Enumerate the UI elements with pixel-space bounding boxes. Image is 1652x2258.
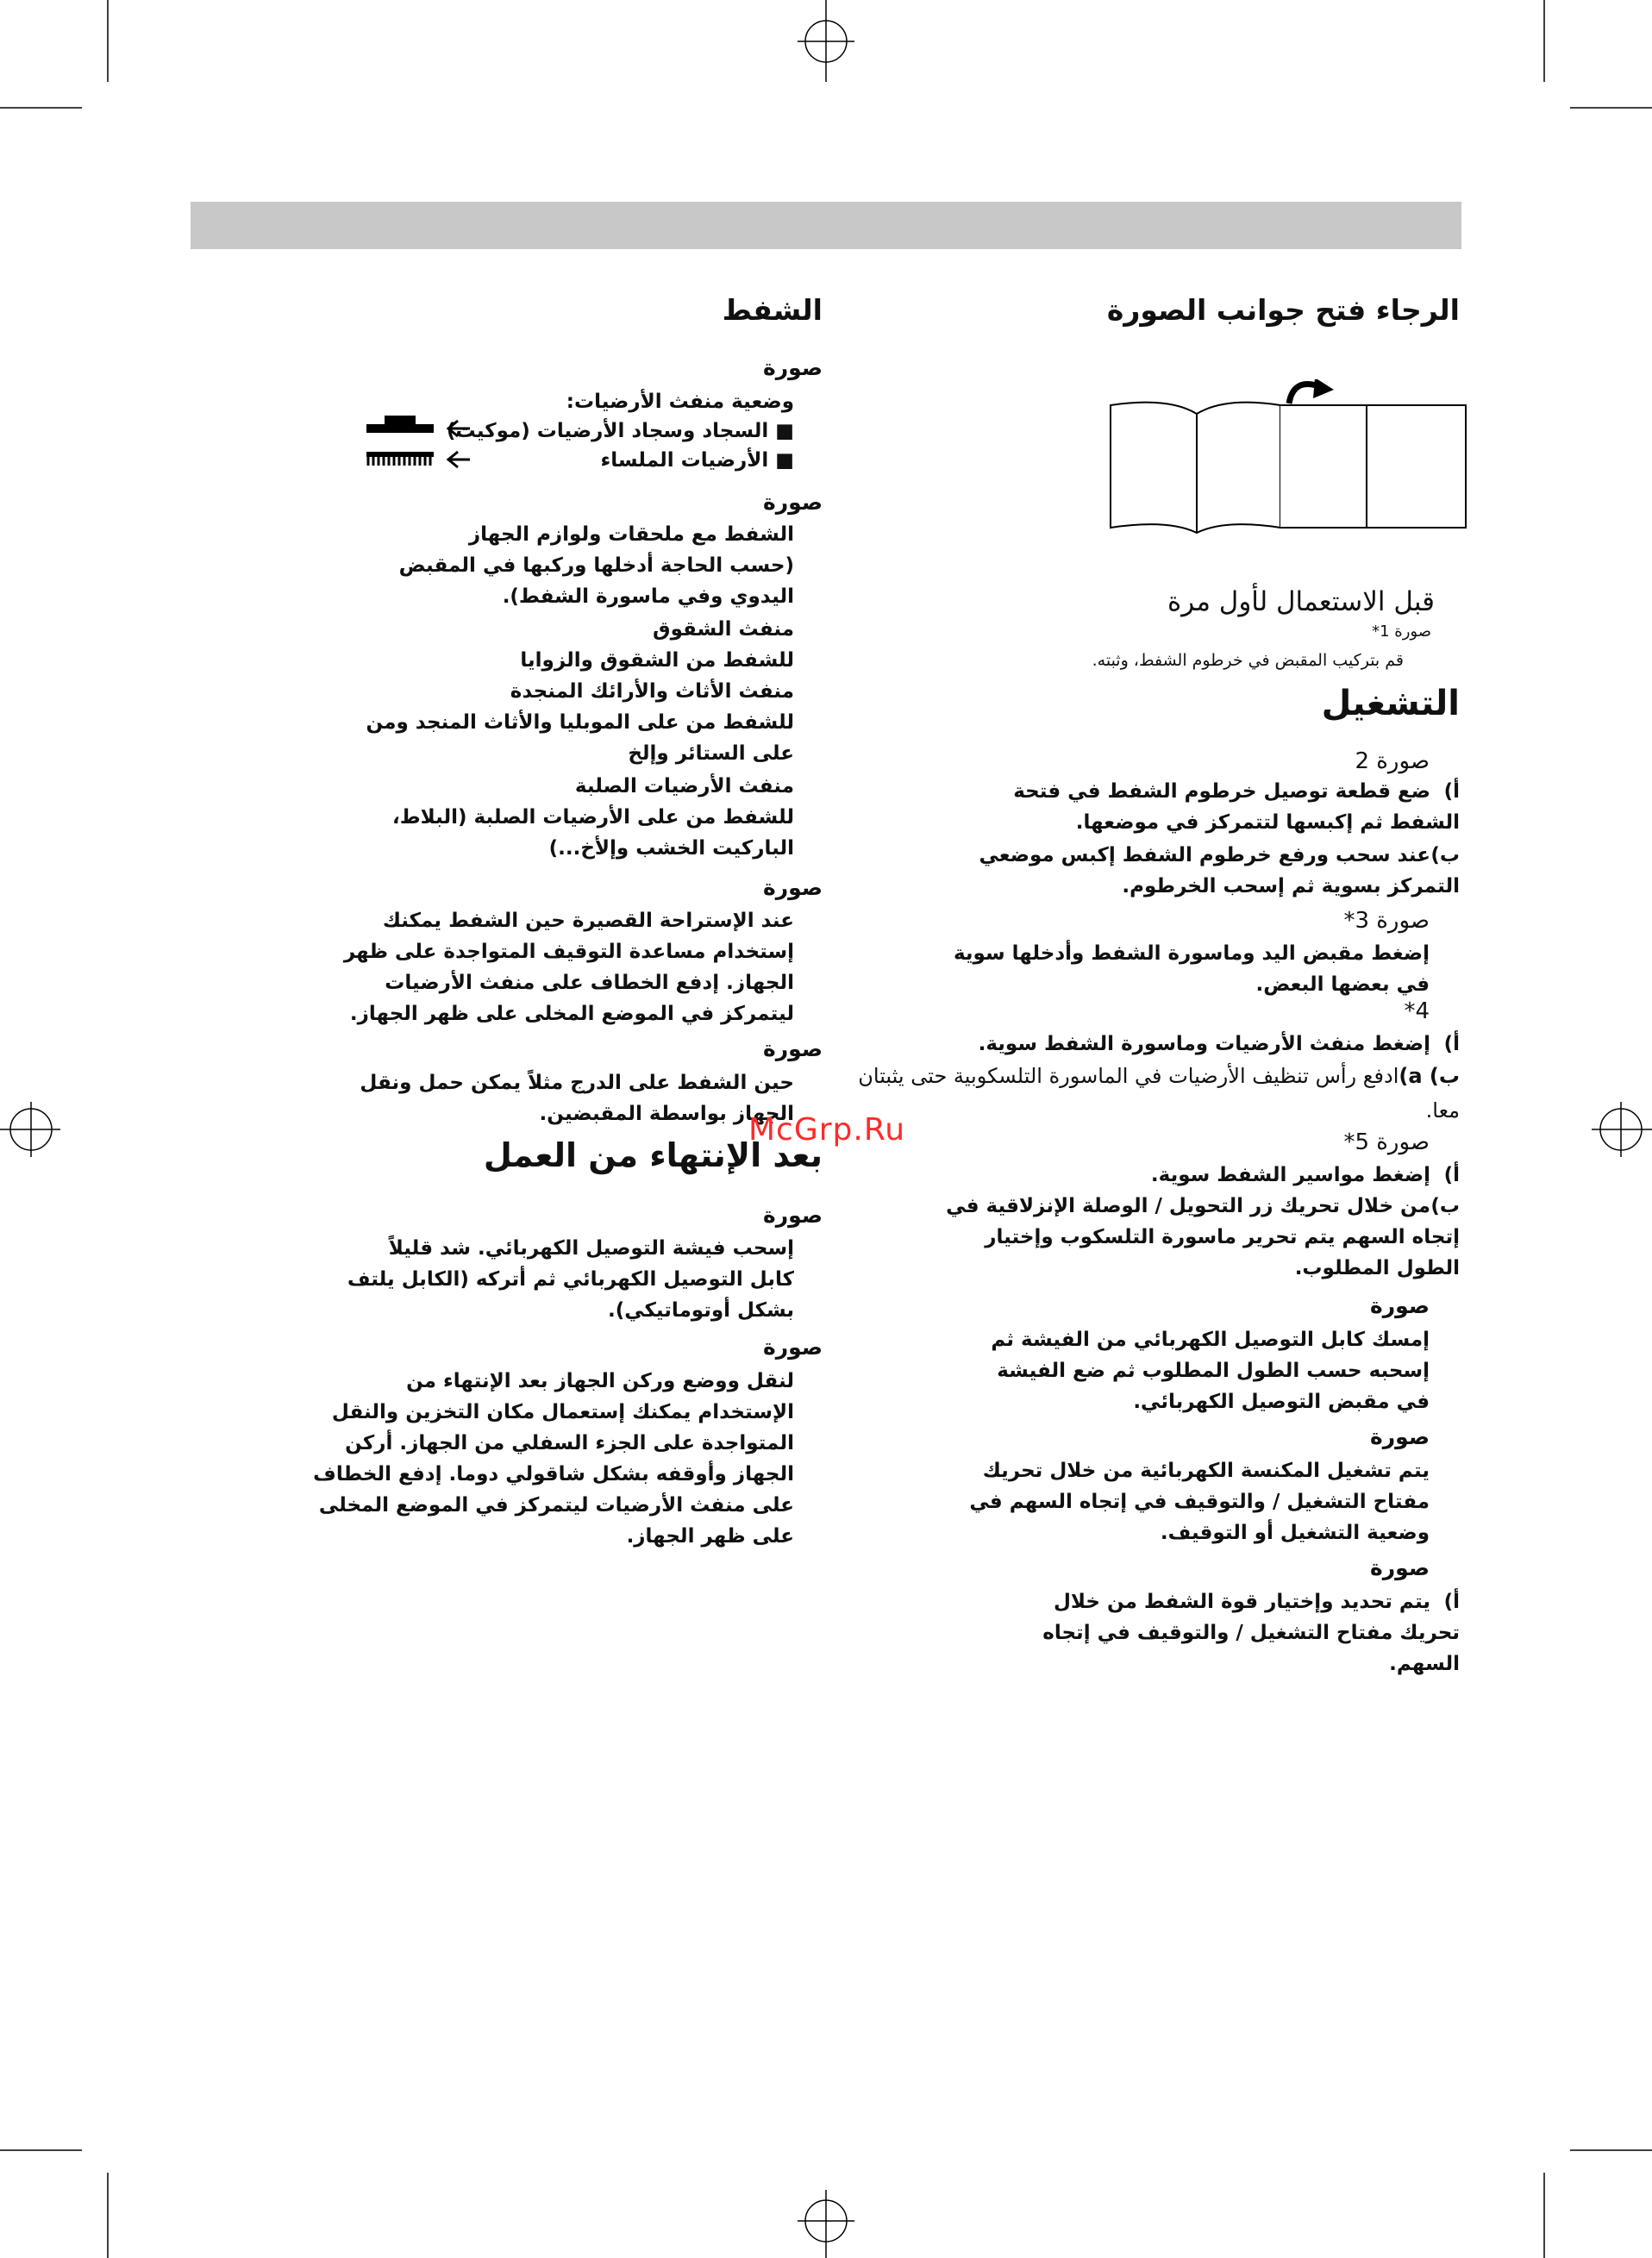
fig6-text: إمسك كابل التوصيل الكهربائي من الفيشة ثم إسحبه حسب الطول المطلوب ثم ضع الفيشة في مقبض التوصيل الكهربائي. — [991, 1329, 1430, 1413]
header-bar — [191, 202, 1461, 249]
fig8-item-a: أ)يتم تحديد وإختيار قوة الشفط من خلال تحريك مفتاح التشغيل / والتوقيف في إتجاه السهم. — [1042, 1591, 1460, 1675]
figB-label: صورة — [763, 490, 823, 515]
first-use-title: قبل الاستعمال لأول مرة — [1167, 586, 1435, 617]
fig6-label: صورة — [1370, 1293, 1430, 1318]
accessories-title: الشفط مع ملحقات ولوازم الجهاز — [468, 523, 794, 546]
figA-label: صورة — [763, 355, 823, 380]
fig3-text: إضغط مقبض اليد وماسورة الشفط وأدخلها سوية في بعضها البعض. — [953, 942, 1430, 996]
floor-position-title: وضعية منفث الأرضيات: — [566, 391, 794, 413]
fig1-text: قم بتركيب المقبض في خرطوم الشفط، وثبته. — [1092, 651, 1404, 670]
hard-floor-text: للشفط من على الأرضيات الصلبة (البلاط، الباركيت الخشب وإلأخ...) — [392, 806, 794, 860]
stairs-text: حين الشفط على الدرج مثلاً يمكن حمل ونقل الجهاز بواسطة المقبضين. — [360, 1072, 794, 1125]
crevice-text: للشفط من الشقوق والزوايا — [520, 649, 794, 672]
open-pages-title: الرجاء فتح جوانب الصورة — [1106, 293, 1460, 327]
figF-label: صورة — [763, 1335, 823, 1360]
furniture-text: للشفط من على الموبليا والأثاث المنجد ومن على الستائر وإلخ — [366, 711, 794, 765]
brush-position-icons — [362, 412, 479, 472]
fig7-text: يتم تشغيل المكنسة الكهربائية من خلال تحريك مفتاح التشغيل / والتوقيف في إتجاه السهم في وضعية التشغيل أو التوقيف. — [969, 1460, 1430, 1544]
fig4-item-b: ب) a)ادفع رأس تنظيف الأرضيات في الماسورة التلسكوبية حتى يثبتان معا. — [858, 1064, 1460, 1123]
fig3-label: صورة 3* — [1343, 908, 1430, 934]
foldout-pages-illustration — [1108, 379, 1470, 535]
storage-text: لنقل ووضع وركن الجهاز بعد الإنتهاء من الإستخدام يمكنك إستعمال مكان التخزين والنقل المتواجدة على الجزء السفلي من الجهاز. أركن الجهاز وأوقفه بشكل شاقولي دوما. إدفع الخطاف على منفث الأرضيات ليتمركز في الموضع المخلى على ظهر الجهاز. — [313, 1370, 794, 1548]
crevice-title: منفث الشقوق — [653, 618, 794, 641]
cable-rewind-text: إسحب فيشة التوصيل الكهربائي. شد قليلاً كابل التوصيل الكهربائي ثم أتركه (الكابل يلتف بشكل أوتوماتيكي). — [347, 1237, 794, 1322]
figC-label: صورة — [763, 875, 823, 900]
fig4-label: 4* — [1404, 998, 1430, 1024]
fig5-item-b: ب)من خلال تحريك زر التحويل / الوصلة الإنزلاقية في إتجاه السهم يتم تحرير ماسورة التلسكوب وإختيار الطول المطلوب. — [946, 1195, 1460, 1279]
fig2-item-b: ب)عند سحب ورفع خرطوم الشفط إكبس موضعي التمركز بسوية ثم إسحب الخرطوم. — [979, 844, 1460, 898]
figE-label: صورة — [763, 1203, 823, 1228]
arrow-icon — [1289, 379, 1334, 403]
fig2-label: صورة 2 — [1355, 748, 1430, 774]
hard-floor-title: منفث الأرضيات الصلبة — [574, 775, 794, 797]
after-use-title: بعد الإنتهاء من العمل — [483, 1136, 823, 1174]
smooth-floor-setting: ■ الأرضيات الملساء — [600, 449, 794, 472]
fig1-label: صورة 1* — [1372, 622, 1431, 641]
arrow-left-icon — [448, 421, 470, 436]
fig4-item-a: أ)إضغط منفث الأرضيات وماسورة الشفط سوية. — [978, 1033, 1460, 1055]
furniture-title: منفث الأثاث والأرائك المنجدة — [510, 680, 794, 703]
suction-title: الشفط — [722, 293, 823, 327]
figD-label: صورة — [763, 1036, 823, 1061]
smooth-floor-brush-icon — [366, 452, 434, 466]
arrow-left-icon — [448, 452, 470, 467]
carpet-setting: ■ السجاد وسجاد الأرضيات (موكيت) — [446, 420, 794, 442]
fig2-item-a: أ)ضع قطعة توصيل خرطوم الشفط في فتحة الشفط ثم إكبسها لتتمركز في موضعها. — [1013, 780, 1460, 834]
operation-title: التشغيل — [1321, 684, 1460, 723]
fig5-item-a: أ)إضغط مواسير الشفط سوية. — [1150, 1164, 1460, 1186]
watermark: McGrp.Ru — [748, 1112, 906, 1148]
accessories-text: (حسب الحاجة أدخلها وركبها في المقبض اليدوي وفي ماسورة الشفط). — [398, 554, 794, 608]
carpet-brush-icon — [366, 416, 434, 433]
fig7-label: صورة — [1370, 1424, 1430, 1449]
pause-text: عند الإستراحة القصيرة حين الشفط يمكنك إستخدام مساعدة التوقيف المتواجدة على ظهر الجهاز. إدفع الخطاف على منفث الأرضيات ليتمركز في الموضع المخلى على ظهر الجهاز. — [343, 910, 794, 1025]
fig5-label: صورة 5* — [1343, 1129, 1430, 1155]
fig8-label: صورة — [1370, 1555, 1430, 1580]
